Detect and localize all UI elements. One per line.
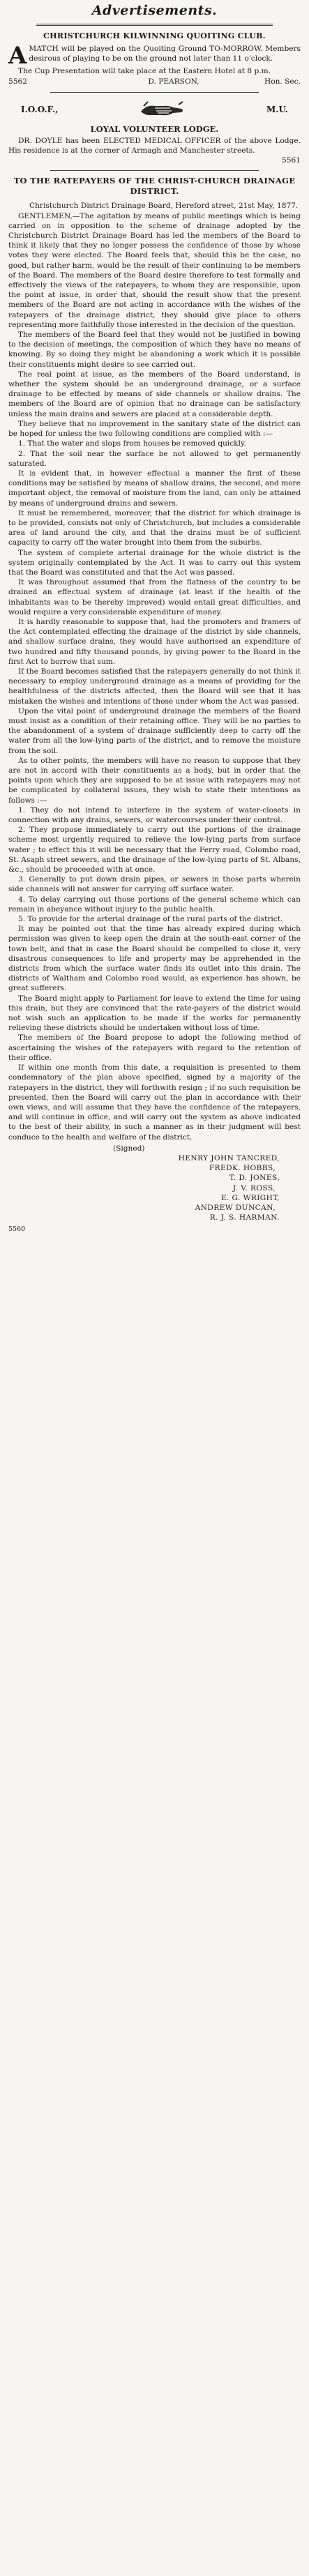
drainage-ref-number: 5560 <box>8 1225 26 1234</box>
drainage-paragraph: 1. They do not intend to interfere in the system of water-closets in connection with any drains, sewers, or watercourses under their control. <box>8 805 301 825</box>
drainage-paragraph: It was throughout assumed that from the flatness of the country to be drained an effectual system of drainage (at least if the health of the inhabitants was to be thereby improved) would entail great difficulties, and would require a very considerable expenditure of money. <box>8 578 301 616</box>
drainage-paragraph: It is evident that, in however effectual a manner the first of these conditions may be satisfied by means of shallow drains, the second, and more important object, the removal of moisture from the land, can only be attained by means of underground drains and sewers. <box>8 469 301 508</box>
drainage-dateline: Christchurch District Drainage Board, Hereford street, 21st May, 1877. <box>29 202 299 211</box>
notice-signer: D. PEARSON, <box>148 77 199 86</box>
lodge-body: DR. DOYLE has been ELECTED MEDICAL OFFICER of the above Lodge. His residence is at the corner of Armagh and Manchester streets. <box>8 136 301 156</box>
drainage-paragraph: 3. Generally to put down drain pipes, or sewers in those parts wherein side channels will not answer for carrying off surface water. <box>8 875 301 894</box>
signatory-name: ANDREW DUNCAN, <box>195 1203 276 1212</box>
drainage-paragraph: If within one month from this date, a requisition is presented to them condemnatory of the plan above specified, signed by a majority of the ratepayers in the district, they will forthwith resign ; if no such requisition be presented, then the Board will carry out the plan in accordance with their own views, and will assume that they have the confidence of the ratepayers, and will continue in office, and will carry out the system as above indicated to the best of their ability, in such a manner as in their judgment will best conduce to the health and welfare of the district. <box>8 1063 301 1142</box>
drainage-paragraph: The real point at issue, as the members of the Board understand, is whether the system should be an underground drainage, or a surface drainage to be effected by means of side channels or shallow drains. The members of the Board are of opinion that no drainage can be satisfactory unless the main drains and sewers are placed at a considerable depth. <box>8 370 301 418</box>
signatory-name: E. G. WRIGHT, <box>220 1193 280 1202</box>
drainage-paragraph: It is hardly reasonable to suppose that, had the promoters and framers of the Act contemplated effecting the drainage of the district by side channels, and shallow surface drains, they would have authorised an expenditure of two hundred and fifty thousand pounds, by giving power to the Board in the first Act to borrow that sum. <box>8 617 301 666</box>
notice-body <box>8 42 301 70</box>
notice-ref-number: 5562 <box>8 77 27 86</box>
notice-title: CHRISTCHURCH KILWINNING QUOITING CLUB. <box>43 31 266 40</box>
signed-label: (Signed) <box>113 1144 145 1153</box>
notice-body-text: MATCH will be played on the Quoiting Ground TO-MORROW. Members desirous of playing to be on the ground not later than 11 o'clock. <box>29 45 301 63</box>
drainage-paragraphs <box>8 211 301 1142</box>
banner-divider <box>36 24 273 26</box>
drainage-title: TO THE RATEPAYERS OF THE CHRIST-CHURCH DRAINAGE DISTRICT. <box>13 176 296 197</box>
signatory-name: FREDK. HOBBS, <box>209 1164 276 1173</box>
signatory-name: HENRY JOHN TANCRED, <box>178 1153 280 1162</box>
notice-signature-row <box>8 77 301 86</box>
drainage-paragraph: The members of the Board feel that they would not be justified in bowing to the decision of meetings, the composition of which they have no means of knowing. By so doing they might be abandoning a work which it is possible their constituents might desire to see carried out. <box>8 331 301 369</box>
drainage-paragraph: GENTLEMEN,—The agitation by means of public meetings which is being carried on in opposition to the scheme of drainage adopted by the Christchurch District Drainage Board has led the members of the Board to think it likely that they no longer possess the confidence of those by whose votes they were elected. The Board feels that, should this be the case, no good, but rather harm, would be the result of their continuing to be members of the Board. The members of the Board desire therefore to test formally and effectively the views of the ratepayers, to whom they are responsible, upon the point at issue, in order that, should the result show that the present members of the Board are not acting in accordance with the wishes of the ratepayers of the drainage district, they should give place to others representing more faithfully those interested in the decision of the question. <box>8 211 301 329</box>
drainage-paragraph: 5. To provide for the arterial drainage of the rural parts of the district. <box>18 915 283 924</box>
lodge-heading-row <box>8 98 301 121</box>
drop-capital: A <box>8 42 27 70</box>
drainage-paragraph: They believe that no improvement in the sanitary state of the district can be hoped for unless the two following conditions are complied with :— <box>8 419 301 439</box>
hand-clasp-emblem-icon <box>138 98 187 121</box>
drainage-paragraph: Upon the vital point of underground drainage the members of the Board must insist as a condition of their retaining office. They will be no parties to the abandonment of a system of drainage sufficiently deep to carry off the water from all the low-lying parts of the district, and to remove the moisture from the soil. <box>8 706 301 755</box>
lodge-left-label: I.O.O.F., <box>21 104 59 114</box>
section-banner: Advertisements. <box>91 3 218 18</box>
drainage-paragraph: As to other points, the members will have no reason to suppose that they are not in accord with their constituents as a body, but in order that the points upon which they are supposed to be at issue with ratepayers may not be complicated by collateral issues, they wish to state their intentions as follows :— <box>8 756 301 805</box>
notice-signer-role: Hon. Sec. <box>264 77 301 86</box>
drainage-paragraph: 2. They propose immediately to carry out the portions of the drainage scheme most urgently required to relieve the low-lying parts from surface water ; to effect this it will be necessary that the Ferry road, Colombo road, St. Asaph street sewers, and the drainage of the low-lying parts of St. Albans, &c., should be proceeded with at once. <box>8 826 301 874</box>
lodge-title: LOYAL VOLUNTEER LODGE. <box>90 123 219 134</box>
drainage-paragraph: 2. That the soil near the surface be not allowed to get permanently saturated. <box>8 449 301 468</box>
drainage-ref-row <box>8 1224 301 1234</box>
drainage-paragraph: It may be pointed out that the time has already expired during which permission was given to keep open the drain at the south-east corner of the town belt, and that in case the Board should be compelled to close it, very disastrous consequences to life and property may be apprehended in the districts from which the surface water finds its outlet into this drain. The districts of Waltham and Colombo road would, as experience has shown, be great sufferers. <box>8 925 301 993</box>
signatory-name: T. D. JONES, <box>229 1174 280 1183</box>
lodge-ref-number: 5561 <box>282 156 301 165</box>
drainage-paragraph: If the Board becomes satisfied that the ratepayers generally do not think it necessary to employ underground drainage as a means of providing for the healthfulness of the districts affected, then the Board will see that it has mistaken the wishes and intentions of those under whom the Act was passed. <box>8 667 301 706</box>
advertisements-column <box>8 3 301 1235</box>
notice-divider <box>50 92 259 93</box>
signatory-name: J. V. ROSS, <box>232 1183 276 1192</box>
signed-label-row <box>8 1144 301 1153</box>
notice-body-2: The Cup Presentation will take place at the Eastern Hotel at 8 p.m. <box>18 67 271 76</box>
signatories-list <box>8 1153 301 1222</box>
drainage-paragraph: The system of complete arterial drainage for the whole district is the system originally contemplated by the Act. It was to carry out this system that the Board was constituted and that the Act was passed. <box>8 548 301 577</box>
drainage-paragraph: The members of the Board propose to adopt the following method of ascertaining the wishes of the ratepayers with regard to the retention of their office. <box>8 1033 301 1062</box>
lodge-notice <box>8 98 301 166</box>
drainage-paragraph: It must be remembered, moreover, that the district for which drainage is to be provided, consists not only of Christchurch, but includes a considerable area of land around the city, and that the drains must be of sufficient capacity to carry off the water brought into them from the suburbs. <box>8 508 301 547</box>
quoiting-club-notice <box>8 31 301 87</box>
lodge-right-label: M.U. <box>266 104 288 114</box>
signatory-name: R. J. S. HARMAN. <box>209 1213 280 1222</box>
drainage-board-notice <box>8 176 301 1234</box>
drainage-paragraph: 1. That the water and slops from houses be removed quickly. <box>18 439 247 448</box>
drainage-paragraph: The Board might apply to Parliament for leave to extend the time for using this drain, but they are convinced that the rate-payers of the district would not wish such an application to be made if the works for permanently relieving these districts should be undertaken without loss of time. <box>8 994 301 1033</box>
lodge-divider <box>50 170 259 171</box>
drainage-paragraph: 4. To delay carrying out those portions of the general scheme which can remain in abeyance without injury to the public health. <box>8 895 301 914</box>
lodge-ref-row <box>8 156 301 165</box>
